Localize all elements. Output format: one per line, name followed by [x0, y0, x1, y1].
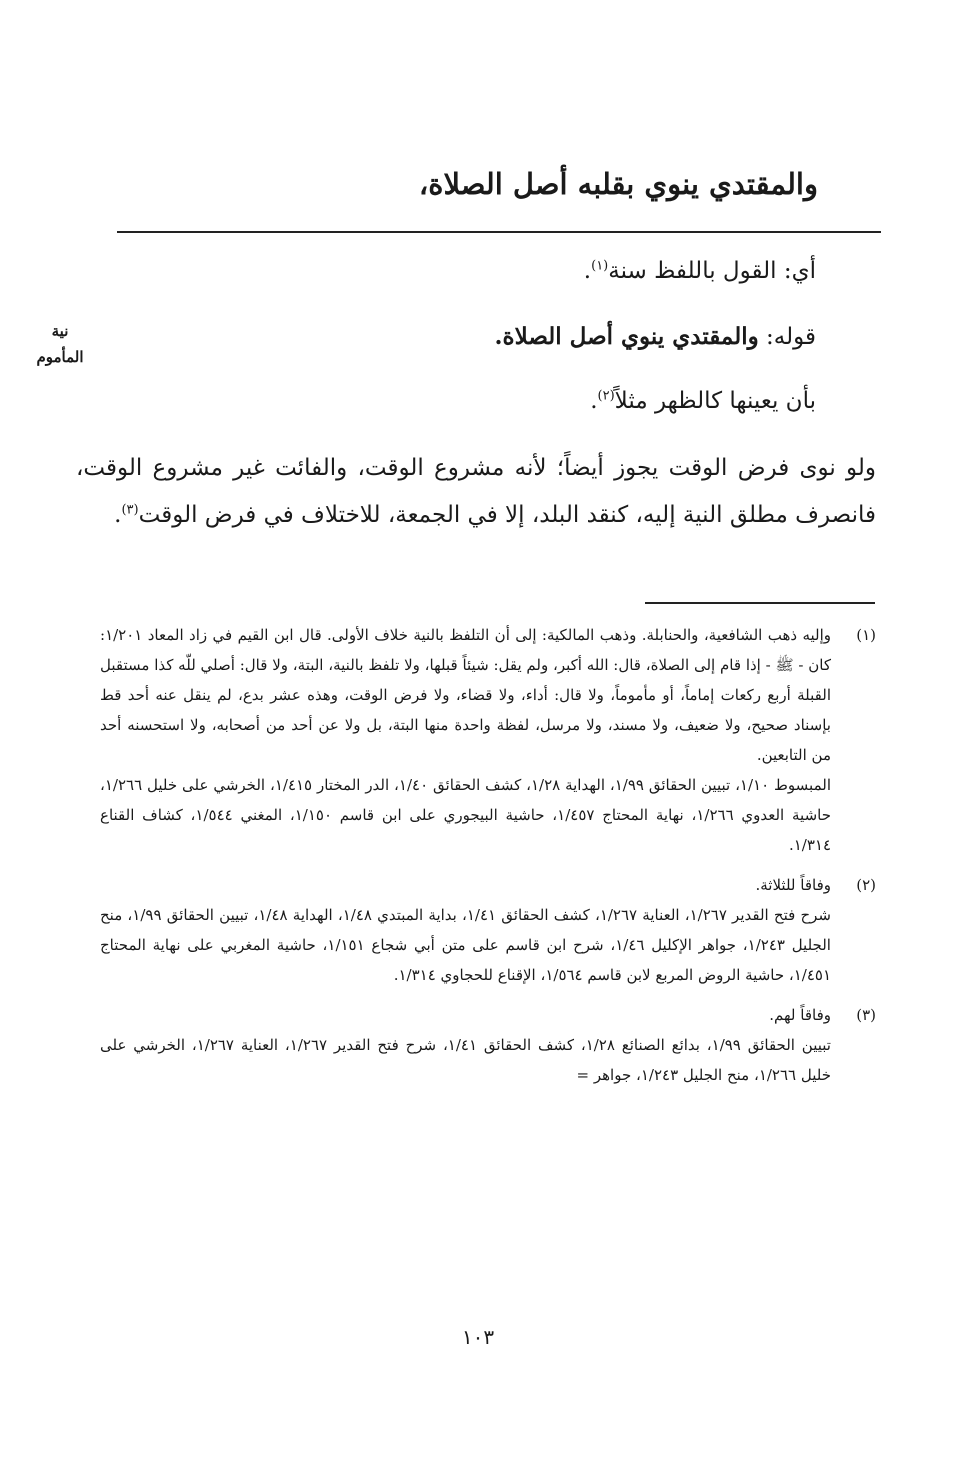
punctuation: . [583, 258, 592, 284]
matn-heading: والمقتدي ينوي بقلبه أصل الصلاة، [418, 167, 818, 201]
quote-lead: قوله: [758, 324, 816, 350]
margin-note: نية المأموم [36, 322, 84, 367]
commentary-text: أي: القول باللفظ سنة [608, 258, 816, 284]
commentary-text: بأن يعينها كالظهر مثلاً [614, 388, 816, 414]
footnote-number: (٣) [856, 1006, 876, 1024]
footnote-1 [100, 620, 876, 860]
footnote-ref: (٣) [121, 502, 139, 518]
footnote-number: (١) [856, 626, 876, 644]
footnotes [100, 620, 876, 1100]
footnote-ref: (٢) [597, 388, 615, 404]
page-number: ١٠٣ [461, 1325, 495, 1349]
commentary-paragraph [76, 445, 876, 539]
footnote-3 [100, 1000, 876, 1090]
footnote-text: وإليه ذهب الشافعية، والحنابلة. وذهب المالكية: إلى أن التلفظ بالنية خلاف الأولى. قال ابن القيم في زاد المعاد ١/٢٠١: كان - ﷺ - إذا قام إلى الصلاة، قال: الله أكبر، ولم يقل: شيئاً قبلها، ولا تلفظ بالنية، البتة، ولا قال: أصلي للّه كذا مستقبل القبلة أربع ركعات إماماً، أو مأموماً، ولا قال: أداء، ولا قضاء، ولا فرض الوقت، وهذه عشر بدع، لم ينقل عنه أحد قط بإسناد صحيح، ولا ضعيف، ولا مسند، ولا مرسل، لفظة واحدة منها البتة، بل ولا عن أحد من أصحابه، ولا استحسنه أحد من التابعين. [100, 626, 831, 764]
commentary-line-2 [116, 321, 816, 353]
footnote-number: (٢) [856, 876, 876, 894]
punctuation: . [590, 388, 598, 414]
footnote-ref: (١) [591, 258, 609, 274]
footnote-references: المبسوط ١/١٠، تبيين الحقائق ١/٩٩، الهداية ١/٢٨، كشف الحقائق ١/٤٠، الدر المختار ١/٤١٥، الخرشي على خليل ١/٢٦٦، حاشية العدوي ١/٢٦٦، نهاية المحتاج ١/٤٥٧، حاشية البيجوري على ابن قاسم ١/١٥٠، المغني ١/٥٤٤، كشاف القناع ١/٣١٤. [100, 776, 831, 854]
commentary-line-1 [116, 255, 816, 287]
commentary-line-3 [116, 385, 816, 417]
punctuation: . [114, 502, 122, 528]
footnote-2 [100, 870, 876, 990]
footnote-text: وفاقاً للثلاثة. [755, 876, 831, 894]
header-divider [117, 231, 881, 233]
footnote-text: وفاقاً لهم. [769, 1006, 831, 1024]
footnote-references: شرح فتح القدير ١/٢٦٧، العناية ١/٢٦٧، كشف الحقائق ١/٤١، بداية المبتدي ١/٤٨، الهداية ١/٤٨، تبيين الحقائق ١/٩٩، منح الجليل ١/٢٤٣، جواهر الإكليل ١/٤٦، شرح ابن قاسم على متن أبي شجاع ١/١٥١، حاشية المغربي على نهاية المحتاج ١/٤٥١، حاشية الروض المربع لابن قاسم ١/٥٦٤، الإقناع للحجاوي ١/٣١٤. [100, 906, 831, 984]
footnote-divider [645, 602, 875, 604]
footnote-references: تبيين الحقائق ١/٩٩، بدائع الصنائع ١/٢٨، كشف الحقائق ١/٤١، شرح فتح القدير ١/٢٦٧، العناية ١/٢٦٧، الخرشي على خليل ١/٢٦٦، منح الجليل ١/٢٤٣، جواهر = [100, 1036, 831, 1084]
quoted-matn: والمقتدي ينوي أصل الصلاة. [494, 323, 759, 350]
commentary-text: ولو نوى فرض الوقت يجوز أيضاً؛ لأنه مشروع الوقت، والفائت غير مشروع الوقت، فانصرف مطلق النية إليه، كنقد البلد، إلا في الجمعة، للاختلاف في فرض الوقت [76, 455, 876, 528]
